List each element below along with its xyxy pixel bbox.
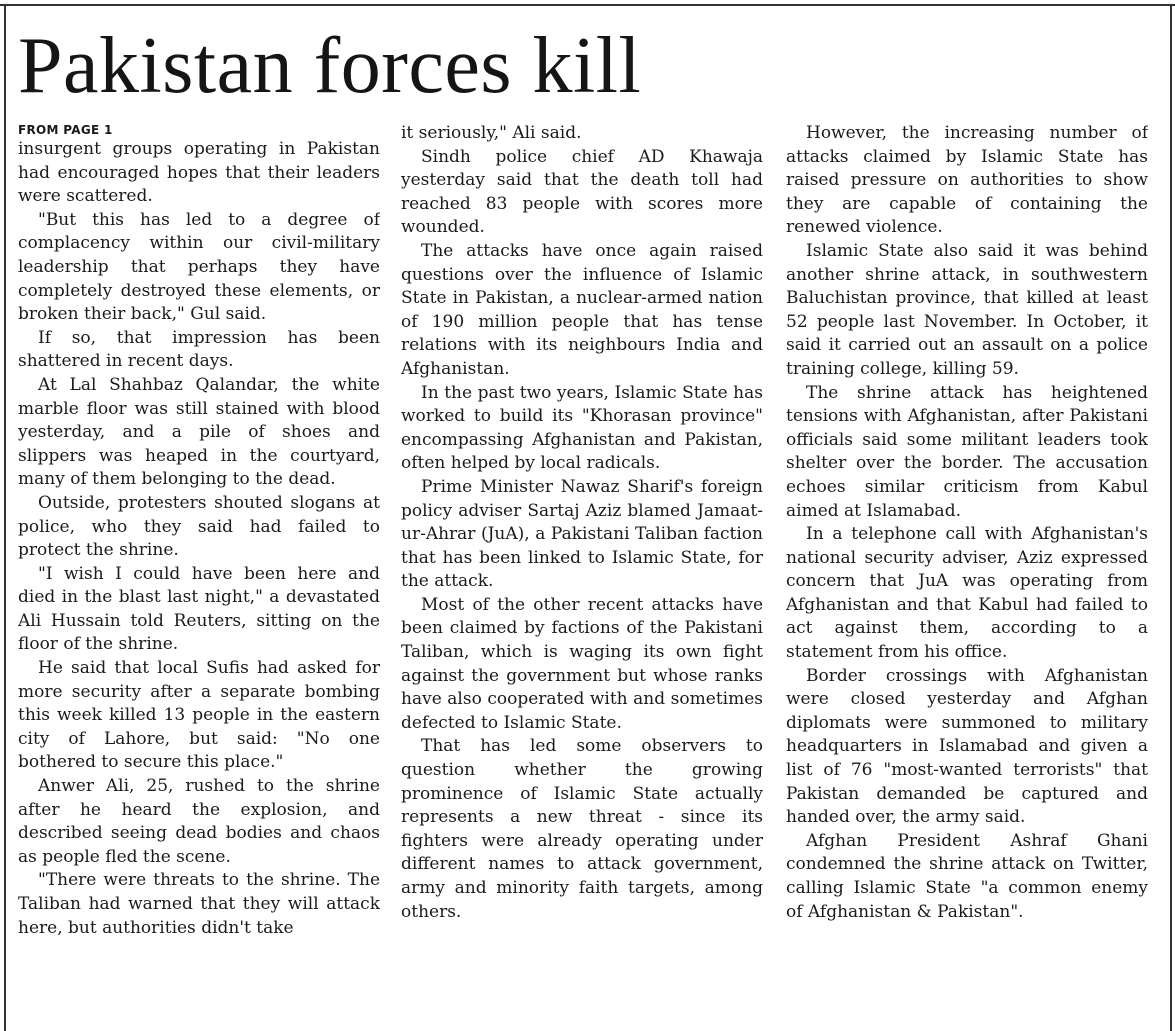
paragraph: That has led some observers to question whether the growing prominence of Islamic State actually represents a new threat - since its fighters were already operating under different names to attack government, army and minority faith targets, among others. xyxy=(401,736,763,922)
column-2 xyxy=(401,122,763,1031)
column-3 xyxy=(786,122,1148,1031)
paragraph: Anwer Ali, 25, rushed to the shrine after he heard the explosion, and described seeing dead bodies and chaos as people fled the scene. xyxy=(18,776,380,867)
paragraph: In a telephone call with Afghanistan's national security adviser, Aziz expressed concern that JuA was operating from Afghanistan and that Kabul had failed to act against them, according to a statement from his office. xyxy=(786,524,1148,663)
paragraph: Outside, protesters shouted slogans at police, who they said had failed to protect the shrine. xyxy=(18,492,380,561)
paragraph: "I wish I could have been here and died in the blast last night," a devastated Ali Hussain told Reuters, sitting on the floor of the shrine. xyxy=(18,563,380,655)
paragraph: The shrine attack has heightened tensions with Afghanistan, after Pakistani officials said some militant leaders took shelter over the border. The accusation echoes similar criticism from Kabul aimed at Islamabad. xyxy=(786,382,1148,521)
paragraph: Islamic State also said it was behind another shrine attack, in southwestern Baluchistan province, that killed at least 52 people last November. In October, it said it carried out an assault on a police training college, killing 59. xyxy=(786,240,1148,379)
paragraph: He said that local Sufis had asked for more security after a separate bombing this week killed 13 people in the eastern city of Lahore, but said: "No one bothered to secure this place." xyxy=(18,658,380,773)
headline: Pakistan forces kill xyxy=(18,22,642,110)
top-rule xyxy=(0,4,1175,6)
paragraph: Afghan President Ashraf Ghani condemned the shrine attack on Twitter, calling Islamic State "a common enemy of Afghanistan & Pakistan". xyxy=(786,830,1148,922)
column-1 xyxy=(18,122,380,1031)
paragraph: it seriously," Ali said. xyxy=(401,123,582,143)
paragraph: "But this has led to a degree of complacency within our civil-military leadership that perhaps they have completely destroyed these elements, or broken their back," Gul said. xyxy=(18,209,380,325)
paragraph: Prime Minister Nawaz Sharif's foreign policy adviser Sartaj Aziz blamed Jamaat-ur-Ahrar (JuA), a Pakistani Taliban faction that has been linked to Islamic State, for the attack. xyxy=(401,476,763,592)
paragraph: insurgent groups operating in Pakistan had encouraged hopes that their leaders were scattered. xyxy=(18,139,380,207)
paragraph: At Lal Shahbaz Qalandar, the white marble floor was still stained with blood yesterday, and a pile of shoes and slippers was heaped in the courtyard, many of them belonging to the dead. xyxy=(18,374,380,490)
paragraph: The attacks have once again raised questions over the influence of Islamic State in Pakistan, a nuclear-armed nation of 190 million people that has tense relations with its neighbours India and Afghanistan. xyxy=(401,240,763,379)
dateline: FROM PAGE 1 xyxy=(18,123,113,137)
left-rule xyxy=(4,4,6,1031)
paragraph: Most of the other recent attacks have been claimed by factions of the Pakistani Taliban, which is waging its own fight against the government but whose ranks have also cooperated with and sometimes defected to Islamic State. xyxy=(401,594,763,733)
paragraph: Border crossings with Afghanistan were closed yesterday and Afghan diplomats were summoned to military headquarters in Islamabad and given a list of 76 "most-wanted terrorists" that Pakistan demanded be captured and handed over, the army said. xyxy=(786,665,1148,828)
right-rule xyxy=(1170,4,1172,1031)
paragraph: "There were threats to the shrine. The Taliban had warned that they will attack here, but authorities didn't take xyxy=(18,870,380,938)
paragraph: Sindh police chief AD Khawaja yesterday said that the death toll had reached 83 people with scores more wounded. xyxy=(401,146,763,238)
paragraph: In the past two years, Islamic State has worked to build its "Khorasan province" encompassing Afghanistan and Pakistan, often helped by local radicals. xyxy=(401,382,763,474)
paragraph: However, the increasing number of attacks claimed by Islamic State has raised pressure on authorities to show they are capable of containing the renewed violence. xyxy=(786,123,1148,238)
paragraph: If so, that impression has been shattered in recent days. xyxy=(18,327,380,372)
